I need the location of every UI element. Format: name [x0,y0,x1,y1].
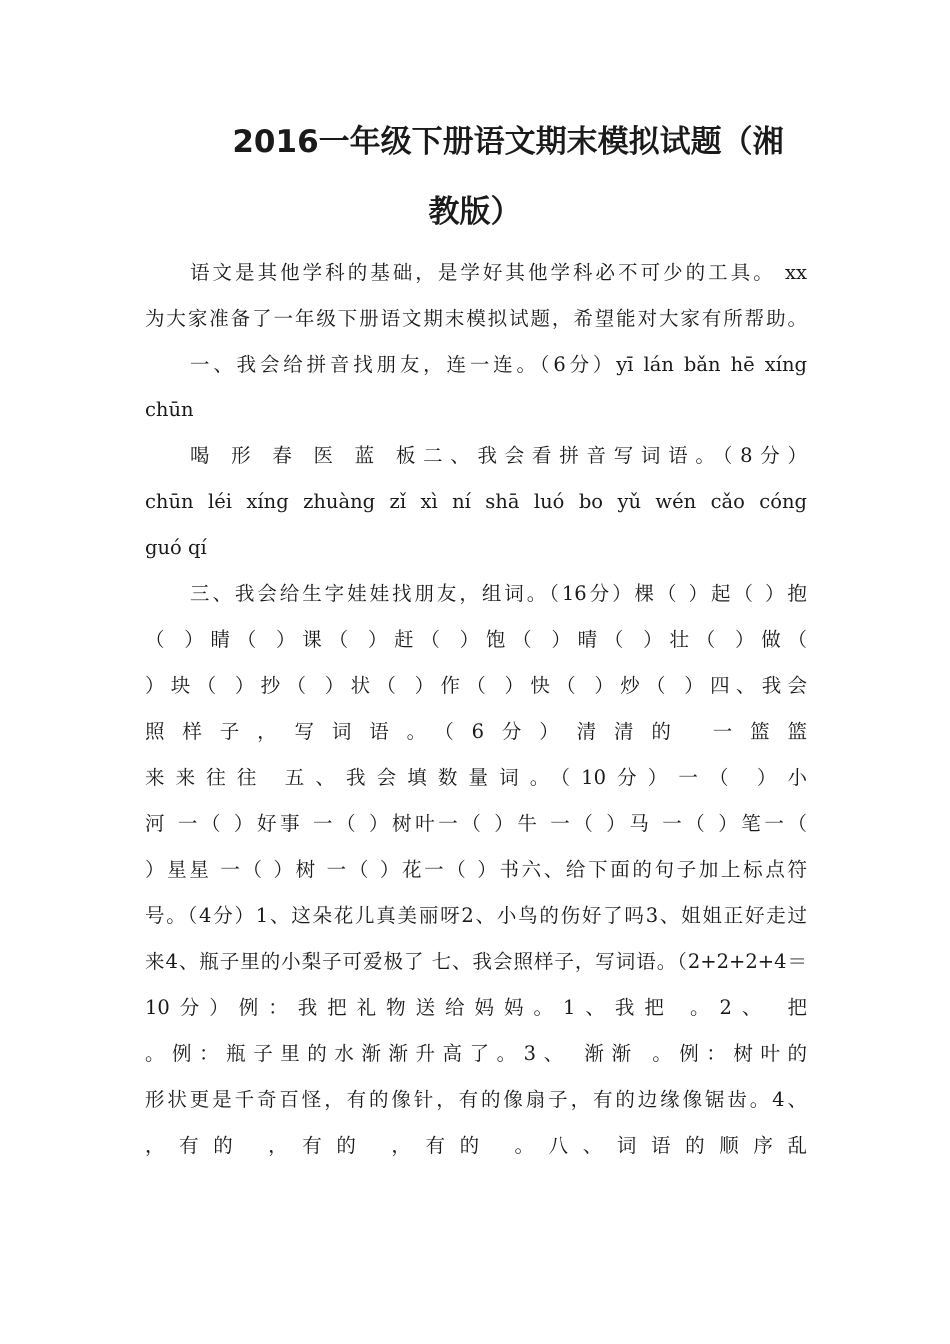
section-8-line-1: ，有的 ，有的 ，有的 。八、词语的顺序乱 [145,1134,807,1157]
section-1-line-1: 一、我会给拼音找朋友，连一连。（6分）yī lán bǎn hē xíng [190,353,807,376]
section-3-line-2: （ ）睛（ ）课（ ）赶（ ）饱（ ）晴（ ）壮（ ）做（ [145,628,807,651]
document-title-line-1: 2016一年级下册语文期末模拟试题（湘 [232,124,784,160]
section-5-line-3: ）星星 一（ ）树 一（ ）花一（ ）书六、给下面的句子加上标点符 [145,858,807,881]
section-7-line-3: 。例：瓶子里的水渐渐升高了。3、 渐渐 。例：树叶的 [145,1042,807,1065]
section-2-pinyin-line: chūn léi xíng zhuàng zǐ xì ní shā luó bo yǔ wén cǎo cóng [145,490,807,513]
section-3-line-1: 三、我会给生字娃娃找朋友，组词。（16分）棵（ ）起（ ）抱 [190,582,807,605]
section-2-pinyin-line-2: guó qí [145,536,207,559]
section-4-line-1: 照样子，写词语。（6分）清清的 一篮篮 [145,720,807,743]
section-3-line-3: ）块（ ）抄（ ）状（ ）作（ ）快（ ）炒（ ）四、我会 [145,674,807,697]
section-2-line-1: 喝 形 春 医 蓝 板二、我会看拼音写词语。（8分） [190,444,807,467]
section-6-line-1: 号。（4分）1、这朵花儿真美丽呀2、小鸟的伤好了吗3、姐姐正好走过 [145,904,807,927]
intro-line-1: 语文是其他学科的基础，是学好其他学科必不可少的工具。 xx [190,261,807,284]
section-7-line-4: 形状更是千奇百怪，有的像针，有的像扇子，有的边缘像锯齿。4、 [145,1088,807,1111]
section-7-line-2: 10分）例：我把礼物送给妈妈。1、我把 。2、 把 [145,996,807,1019]
document-title-line-2: 教版） [428,194,522,230]
section-1-line-2: chūn [145,398,194,421]
section-5-line-1: 来来往往 五、我会填数量词。（10分）一（ ）小 [145,766,807,789]
section-7-line-1: 来4、瓶子里的小梨子可爱极了 七、我会照样子，写词语。（2+2+2+4＝ [145,950,807,973]
intro-line-2: 为大家准备了一年级下册语文期末模拟试题，希望能对大家有所帮助。 [145,307,807,330]
section-5-line-2: 河 一（ ）好事 一（ ）树叶一（ ）牛 一（ ）马 一（ ）笔一（ [145,812,807,835]
